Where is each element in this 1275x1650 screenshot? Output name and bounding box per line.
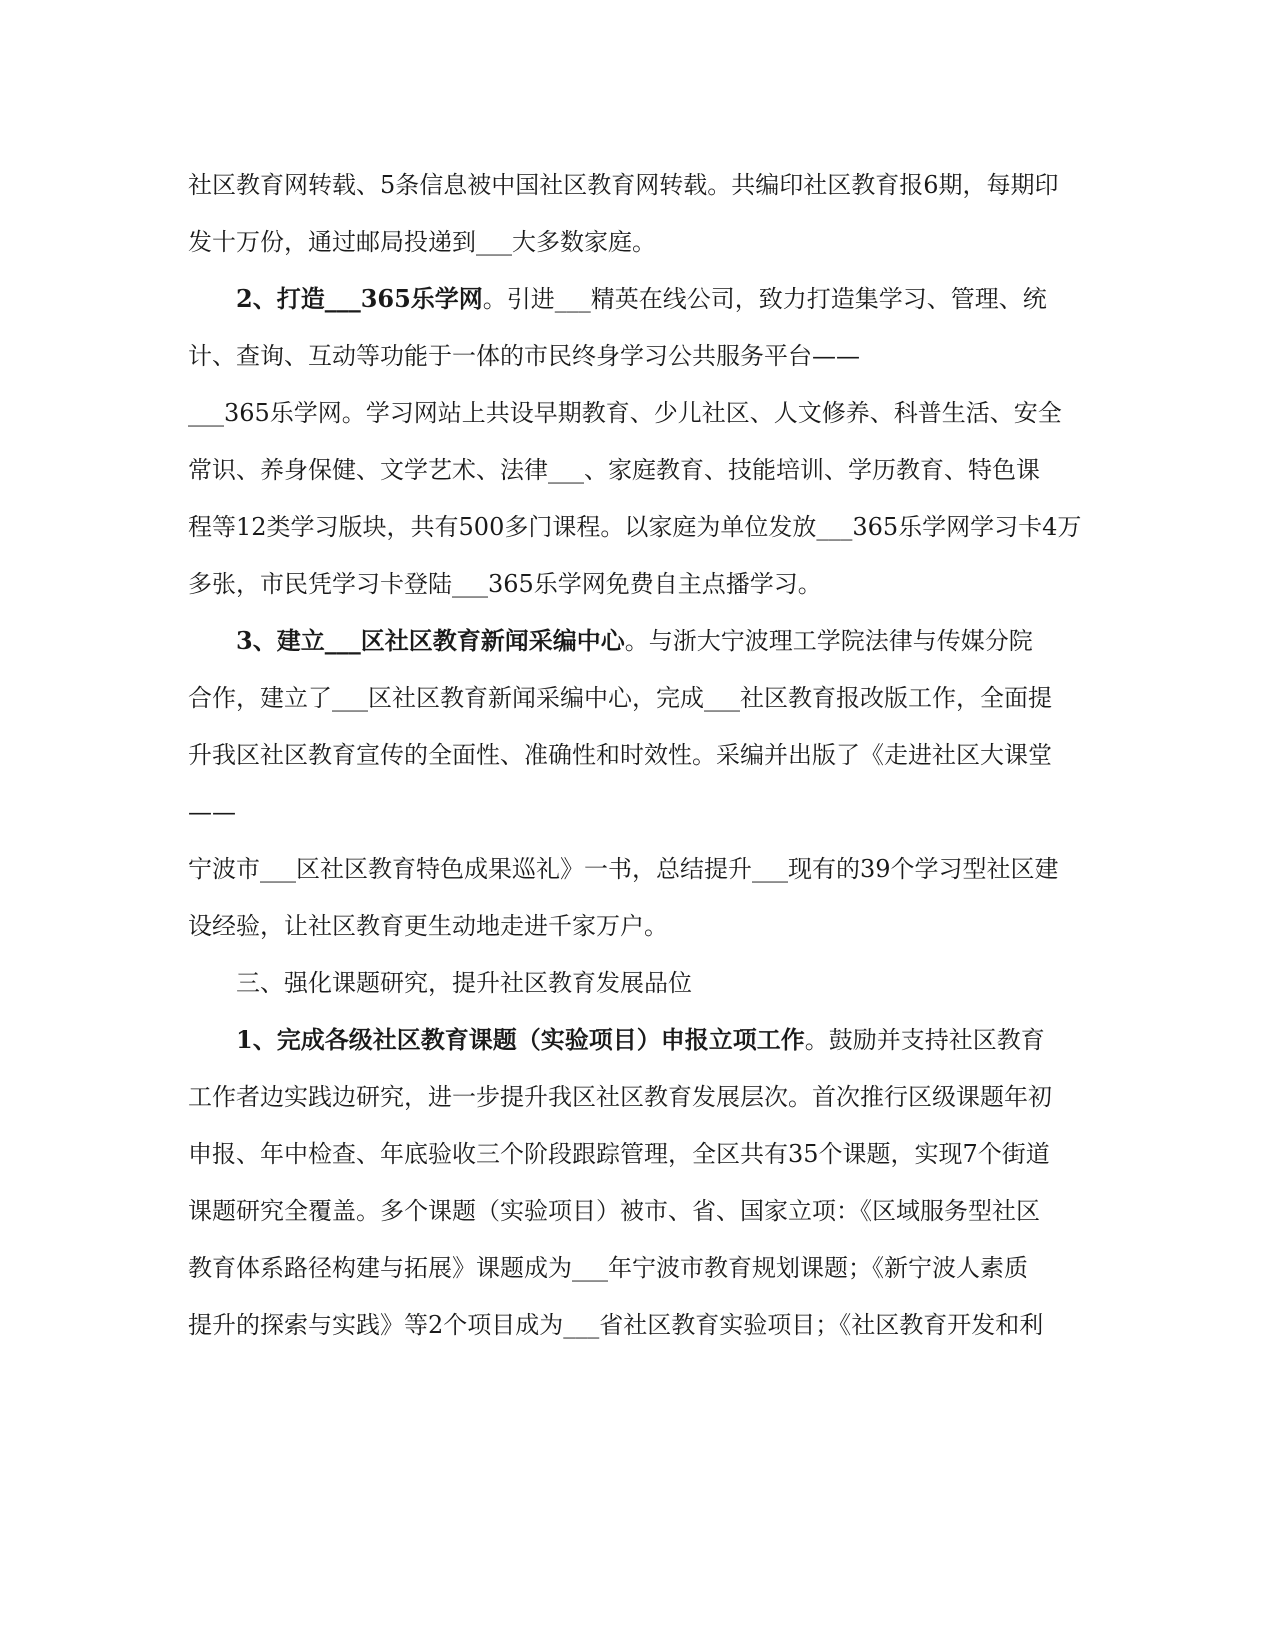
section-heading: 3、建立___区社区教育新闻采编中心 — [236, 626, 625, 655]
body-text-line: 设经验，让社区教育更生动地走进千家万户。 — [188, 912, 668, 940]
section-1-paragraph-start — [236, 1025, 1045, 1055]
body-text-line: —— — [188, 798, 236, 826]
section-heading: 2、打造___365乐学网 — [236, 284, 483, 313]
section-3-paragraph-start — [236, 626, 1033, 656]
body-text-line: 多张，市民凭学习卡登陆___365乐学网免费自主点播学习。 — [188, 570, 822, 598]
body-text-line: 工作者边实践边研究，进一步提升我区社区教育发展层次。首次推行区级课题年初 — [188, 1083, 1052, 1111]
body-text-line: 教育体系路径构建与拓展》课题成为___年宁波市教育规划课题；《新宁波人素质 — [188, 1254, 1028, 1282]
body-text: 。引进___精英在线公司，致力打造集学习、管理、统 — [482, 285, 1047, 313]
body-text: 。与浙大宁波理工学院法律与传媒分院 — [624, 627, 1033, 655]
body-text-line: 程等12类学习版块，共有500多门课程。以家庭为单位发放___365乐学网学习卡4万 — [188, 513, 1082, 541]
body-text-line: 升我区社区教育宣传的全面性、准确性和时效性。采编并出版了《走进社区大课堂 — [188, 741, 1052, 769]
body-text-line: 合作，建立了___区社区教育新闻采编中心，完成___社区教育报改版工作，全面提 — [188, 684, 1052, 712]
body-text-line: 提升的探索与实践》等2个项目成为___省社区教育实验项目；《社区教育开发和利 — [188, 1311, 1044, 1339]
body-text-line: ___365乐学网。学习网站上共设早期教育、少儿社区、人文修养、科普生活、安全 — [188, 399, 1062, 427]
body-text-line: 社区教育网转载、5条信息被中国社区教育网转载。共编印社区教育报6期，每期印 — [188, 171, 1059, 199]
chapter-heading: 三、强化课题研究，提升社区教育发展品位 — [236, 969, 692, 997]
body-text-line: 发十万份，通过邮局投递到___大多数家庭。 — [188, 228, 656, 256]
body-text-line: 计、查询、互动等功能于一体的市民终身学习公共服务平台—— — [188, 342, 860, 370]
section-2-paragraph-start — [236, 284, 1047, 314]
body-text-line: 申报、年中检查、年底验收三个阶段跟踪管理，全区共有35个课题，实现7个街道 — [188, 1140, 1050, 1168]
body-text: 。鼓励并支持社区教育 — [804, 1026, 1045, 1054]
body-text-line: 宁波市___区社区教育特色成果巡礼》一书，总结提升___现有的39个学习型社区建 — [188, 855, 1059, 883]
body-text-line: 常识、养身保健、文学艺术、法律___、家庭教育、技能培训、学历教育、特色课 — [188, 456, 1040, 484]
body-text-line: 课题研究全覆盖。多个课题（实验项目）被市、省、国家立项：《区域服务型社区 — [188, 1197, 1040, 1225]
section-heading: 1、完成各级社区教育课题（实验项目）申报立项工作 — [236, 1025, 805, 1054]
